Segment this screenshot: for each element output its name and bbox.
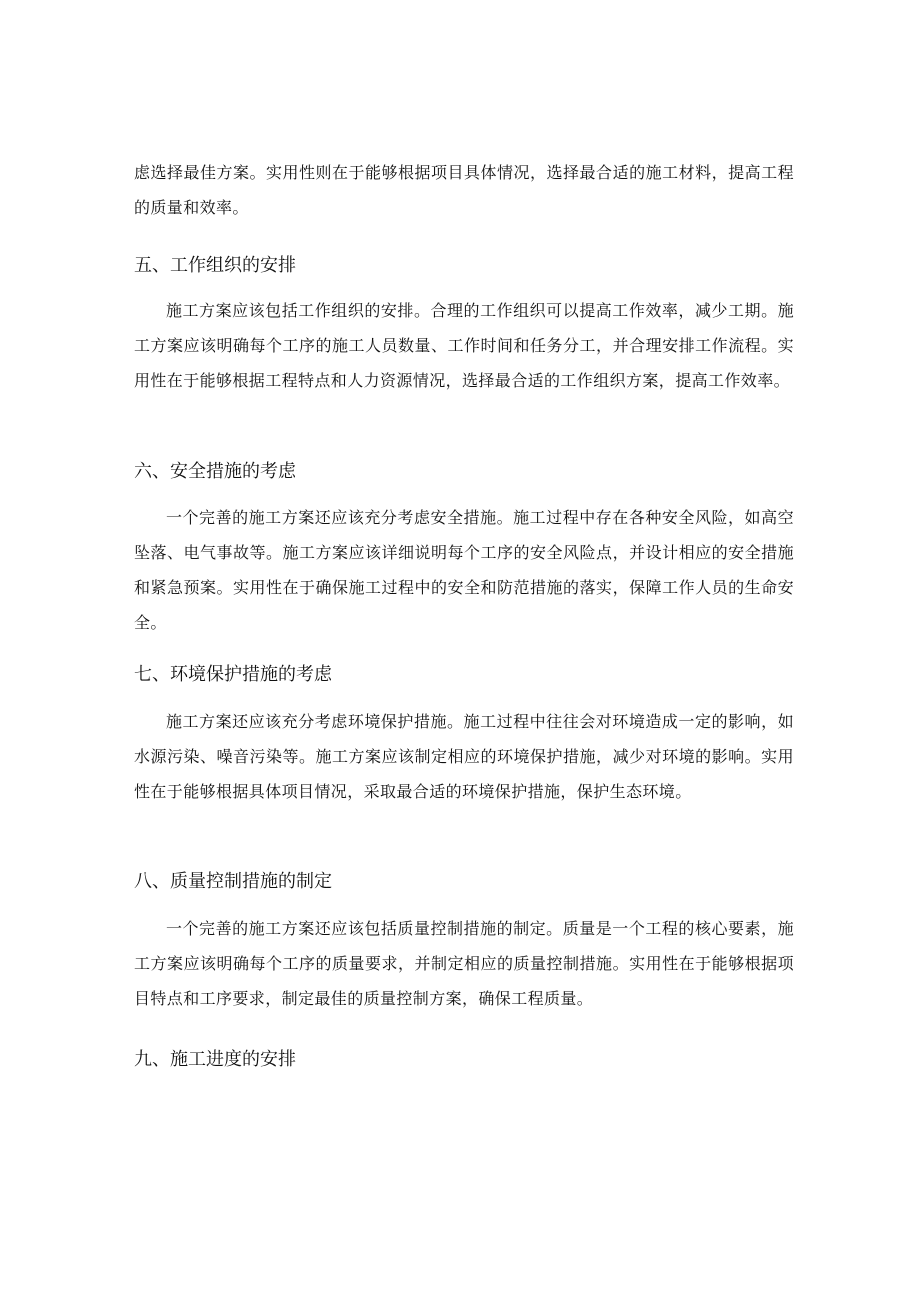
section-7-body: 施工方案还应该充分考虑环境保护措施。施工过程中往往会对环境造成一定的影响，如水源污染、噪音污染等。施工方案应该制定相应的环境保护措施，减少对环境的影响。实用性在于能够根据具体项目情况，采取最合适的环境保护措施，保护生态环境。	[134, 712, 794, 801]
section-5-heading: 五、工作组织的安排	[134, 255, 296, 276]
section-9-heading: 九、施工进度的安排	[134, 1049, 296, 1070]
section-8-body: 一个完善的施工方案还应该包括质量控制措施的制定。质量是一个工程的核心要素，施工方案应该明确每个工序的质量要求，并制定相应的质量控制措施。实用性在于能够根据项目特点和工序要求，制定最佳的质量控制方案，确保工程质量。	[134, 919, 794, 1008]
section-5-body: 施工方案应该包括工作组织的安排。合理的工作组织可以提高工作效率，减少工期。施工方案应该明确每个工序的施工人员数量、工作时间和任务分工，并合理安排工作流程。实用性在于能够根据工程特点和人力资源情况，选择最合适的工作组织方案，提高工作效率。	[134, 301, 794, 390]
section-7-heading: 七、环境保护措施的考虑	[134, 664, 332, 685]
section-6-body: 一个完善的施工方案还应该充分考虑安全措施。施工过程中存在各种安全风险，如高空坠落、电气事故等。施工方案应该详细说明每个工序的安全风险点，并设计相应的安全措施和紧急预案。实用性在于确保施工过程中的安全和防范措施的落实，保障工作人员的生命安全。	[134, 508, 794, 632]
section-8-heading: 八、质量控制措施的制定	[134, 871, 332, 892]
section-6-heading: 六、安全措施的考虑	[134, 461, 296, 482]
intro-continuation-paragraph: 虑选择最佳方案。实用性则在于能够根据项目具体情况，选择最合适的施工材料，提高工程的质量和效率。	[134, 163, 794, 217]
